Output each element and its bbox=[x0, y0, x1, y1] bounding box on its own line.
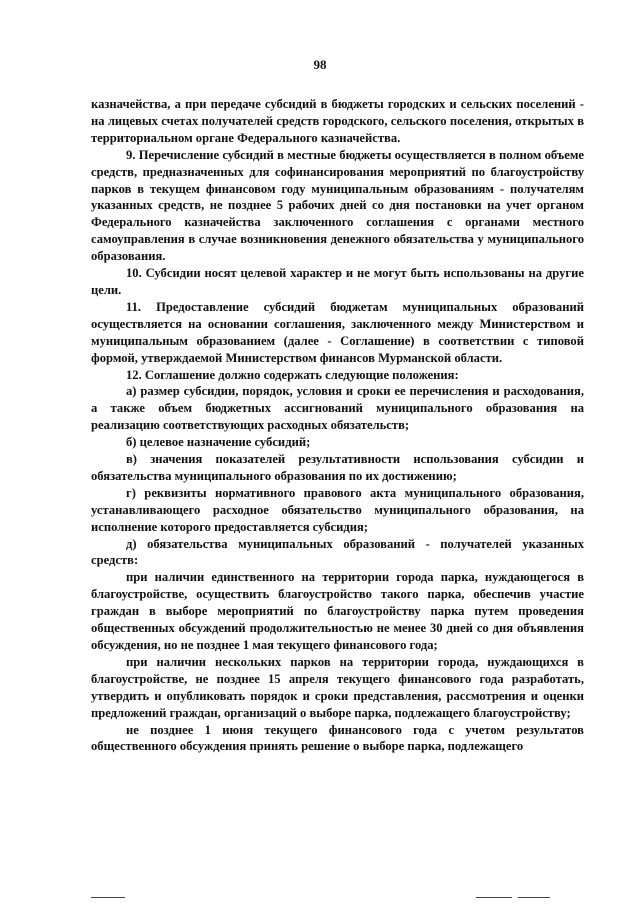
paragraph-11: 11. Предоставление субсидий бюджетам муниципальных образований осуществляется на основании соглашения, заключенного между Министерством и муниципальным образованием (далее - Соглашение) в соответствии с типовой формой, утверждаемой Министерством финансов Мурманской области. bbox=[91, 299, 584, 365]
subitem-d: д) обязательства муниципальных образований - получателей указанных средств: bbox=[91, 536, 584, 568]
page-number: 98 bbox=[313, 57, 327, 72]
paragraph-9: 9. Перечисление субсидий в местные бюджеты осуществляется в полном объеме средств, предназначенных для софинансирования мероприятий по благоустройству парков в текущем финансовом году муниципальным образованиям - получателям указанных средств, не позднее 5 рабочих дней со дня постановки на учет органом Федерального казначейства заключенного соглашения с органами местного самоуправления в случае возникновения денежного обязательства у муниципального образования. bbox=[91, 147, 584, 264]
obligation-single-park: при наличии единственного на территории города парка, нуждающегося в благоустройстве, осуществить благоустройство такого парка, обеспечив участие граждан в выборе мероприятий по благоустройству парка путем проведения общественных обсуждений продолжительностью не менее 30 дней со дня объявления обсуждения, но не позднее 1 мая текущего финансового года; bbox=[91, 570, 584, 652]
subitem-g: г) реквизиты нормативного правового акта муниципального образования, устанавливающего расходное обязательство муниципального образования, на исполнение которого предоставляется субсидия; bbox=[91, 485, 584, 534]
paragraph-continuation: казначейства, а при передаче субсидий в бюджеты городских и сельских поселений - на лицевых счетах получателей средств городского, сельского поселения, открытых в территориальном органе Федерального казначейства. bbox=[91, 97, 584, 145]
subitem-b: б) целевое назначение субсидий; bbox=[126, 435, 311, 450]
document-body bbox=[91, 96, 584, 755]
subitem-a: а) размер субсидии, порядок, условия и сроки ее перечисления и расходования, а также объем бюджетных ассигнований муниципального образования на реализацию соответствующих расходных обязательств; bbox=[91, 384, 584, 433]
footer-rule-right-a bbox=[476, 897, 512, 898]
paragraph-12: 12. Соглашение должно содержать следующие положения: bbox=[126, 367, 459, 382]
subitem-v: в) значения показателей результативности использования субсидии и обязательства муниципального образования по их достижению; bbox=[91, 452, 584, 483]
obligation-multiple-parks: при наличии нескольких парков на территории города, нуждающихся в благоустройстве, не позднее 15 апреля текущего финансового года разработать, утвердить и опубликовать порядок и сроки представления, рассмотрения и оценки предложений граждан, организаций о выборе парка, подлежащего благоустройству; bbox=[91, 654, 584, 720]
obligation-park-decision: не позднее 1 июня текущего финансового года с учетом результатов общественного обсуждения принять решение о выборе парка, подлежащего bbox=[91, 722, 584, 754]
paragraph-10: 10. Субсидии носят целевой характер и не могут быть использованы на другие цели. bbox=[91, 266, 584, 297]
footer-rule-left bbox=[91, 897, 125, 898]
footer-rule-right-b bbox=[518, 897, 550, 898]
